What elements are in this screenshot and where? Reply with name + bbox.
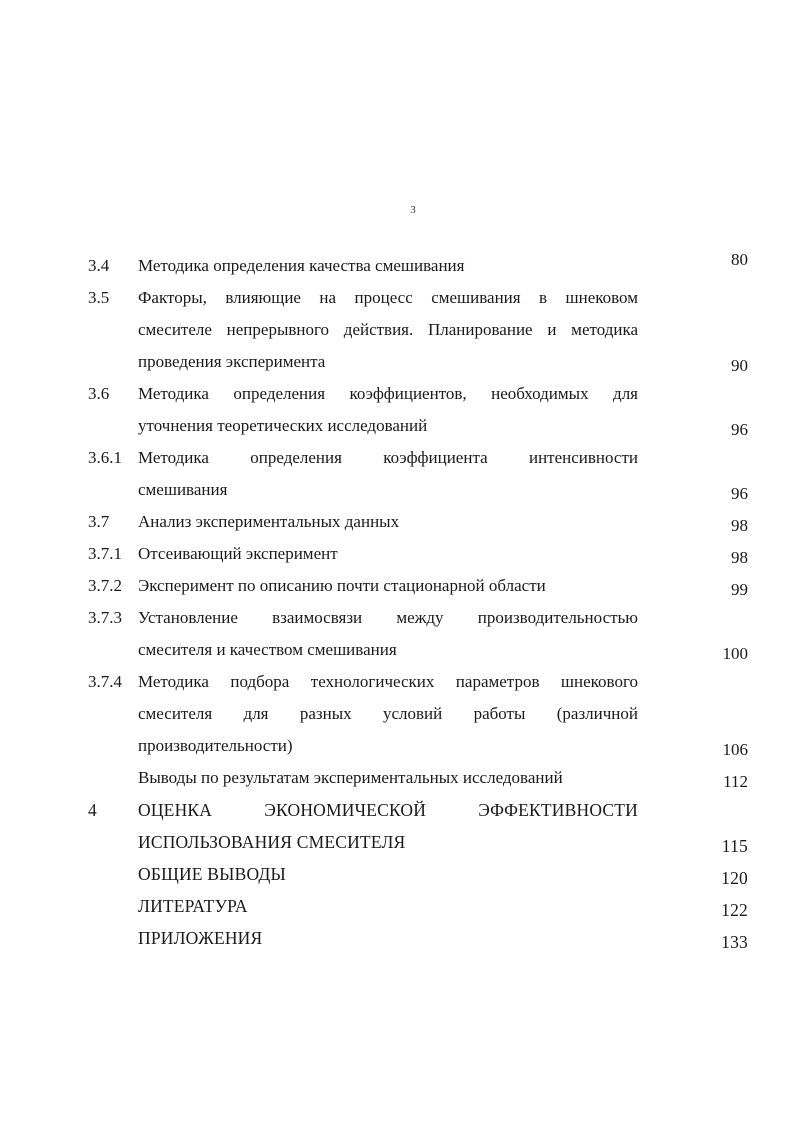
toc-entry-title — [138, 282, 638, 378]
toc-entry-line: Анализ экспериментальных данных — [138, 512, 400, 531]
toc-entry-number: 3.5 — [88, 288, 110, 307]
toc-entry-line: производительности) — [138, 736, 293, 755]
page-number: 3 — [410, 204, 416, 216]
toc-entry-appendices — [88, 922, 748, 954]
toc-entry-general-conclusions — [88, 858, 748, 890]
toc-entry-page: 115 — [721, 836, 748, 856]
toc-entry-title — [138, 762, 638, 794]
toc-entry-line: ОБЩИЕ ВЫВОДЫ — [138, 864, 287, 884]
toc-entry-line: уточнения теоретических исследований — [138, 416, 428, 435]
toc-entry-line: Методика подбора технологических параметров шнекового — [138, 672, 638, 691]
toc-entry-line: смесителя для разных условий работы (различной — [138, 704, 638, 723]
toc-entry-title — [138, 538, 638, 570]
toc-entry-number: 3.7.4 — [88, 672, 122, 691]
toc-entry-line: Эксперимент по описанию почти стационарной области — [138, 576, 546, 595]
toc-entry-4 — [88, 794, 748, 858]
toc-entry-page: 100 — [722, 644, 748, 663]
toc-entry-3-6 — [88, 378, 748, 442]
toc-entry-page: 106 — [722, 740, 748, 759]
toc-entry-line: Методика определения коэффициентов, необходимых для — [138, 384, 638, 403]
toc-entry-page: 98 — [731, 516, 748, 535]
toc-entry-3-7-3 — [88, 602, 748, 666]
toc-entry-3-7-4 — [88, 666, 748, 762]
toc-entry-title — [138, 666, 638, 762]
toc-entry-title — [138, 890, 638, 922]
toc-entry-3-6-1 — [88, 442, 748, 506]
toc-entry-line: Выводы по результатам экспериментальных исследований — [138, 768, 563, 787]
toc-entry-line: Установление взаимосвязи между производительностью — [138, 608, 638, 627]
toc-entry-title — [138, 442, 638, 506]
toc-entry-page: 120 — [721, 868, 748, 888]
toc-entry-line: ИСПОЛЬЗОВАНИЯ СМЕСИТЕЛЯ — [138, 832, 406, 852]
toc-entry-line: Отсеивающий эксперимент — [138, 544, 338, 563]
toc-entry-line: смешивания — [138, 480, 228, 499]
toc-entry-conclusions-experiments — [88, 762, 748, 794]
toc-entry-line: смесителя и качеством смешивания — [138, 640, 397, 659]
toc-entry-title — [138, 794, 638, 858]
toc-entry-line: проведения эксперимента — [138, 352, 326, 371]
toc-entry-line: Методика определения качества смешивания — [138, 256, 465, 275]
toc-entry-number: 4 — [88, 800, 97, 820]
toc-entry-3-4 — [88, 250, 748, 282]
toc-entry-page: 96 — [731, 484, 748, 503]
toc-entry-title — [138, 506, 638, 538]
toc-entry-page: 112 — [723, 772, 748, 791]
toc-entry-page: 98 — [731, 548, 748, 567]
toc-entry-3-7 — [88, 506, 748, 538]
toc-entry-page: 96 — [731, 420, 748, 439]
toc-entry-title — [138, 602, 638, 666]
toc-entry-line: смесителе непрерывного действия. Планирование и методика — [138, 320, 638, 339]
toc-entry-page: 99 — [731, 580, 748, 599]
toc-entry-number: 3.6 — [88, 384, 110, 403]
toc-entry-3-7-2 — [88, 570, 748, 602]
toc-entry-number: 3.7 — [88, 512, 110, 531]
toc-entry-3-5 — [88, 282, 748, 378]
toc-entry-number: 3.7.1 — [88, 544, 122, 563]
toc-entry-title — [138, 250, 638, 282]
toc-entry-literature — [88, 890, 748, 922]
toc-entry-number: 3.4 — [88, 256, 110, 275]
toc-entry-3-7-1 — [88, 538, 748, 570]
toc-entry-line: ЛИТЕРАТУРА — [138, 896, 248, 916]
toc-entry-page: 80 — [731, 250, 748, 269]
toc-entry-title — [138, 378, 638, 442]
table-of-contents — [88, 250, 748, 954]
toc-entry-title — [138, 570, 638, 602]
toc-entry-number: 3.7.2 — [88, 576, 122, 595]
toc-entry-line: Методика определения коэффициента интенсивности — [138, 448, 638, 467]
toc-entry-number: 3.6.1 — [88, 448, 122, 467]
toc-entry-line: ОЦЕНКА ЭКОНОМИЧЕСКОЙ ЭФФЕКТИВНОСТИ — [138, 800, 638, 820]
toc-entry-line: Факторы, влияющие на процесс смешивания в шнековом — [138, 288, 638, 307]
toc-entry-page: 122 — [721, 900, 748, 920]
toc-entry-number: 3.7.3 — [88, 608, 122, 627]
toc-entry-title — [138, 858, 638, 890]
toc-entry-page: 133 — [721, 932, 748, 952]
toc-entry-title — [138, 922, 638, 954]
toc-entry-line: ПРИЛОЖЕНИЯ — [138, 928, 263, 948]
toc-entry-page: 90 — [731, 356, 748, 375]
